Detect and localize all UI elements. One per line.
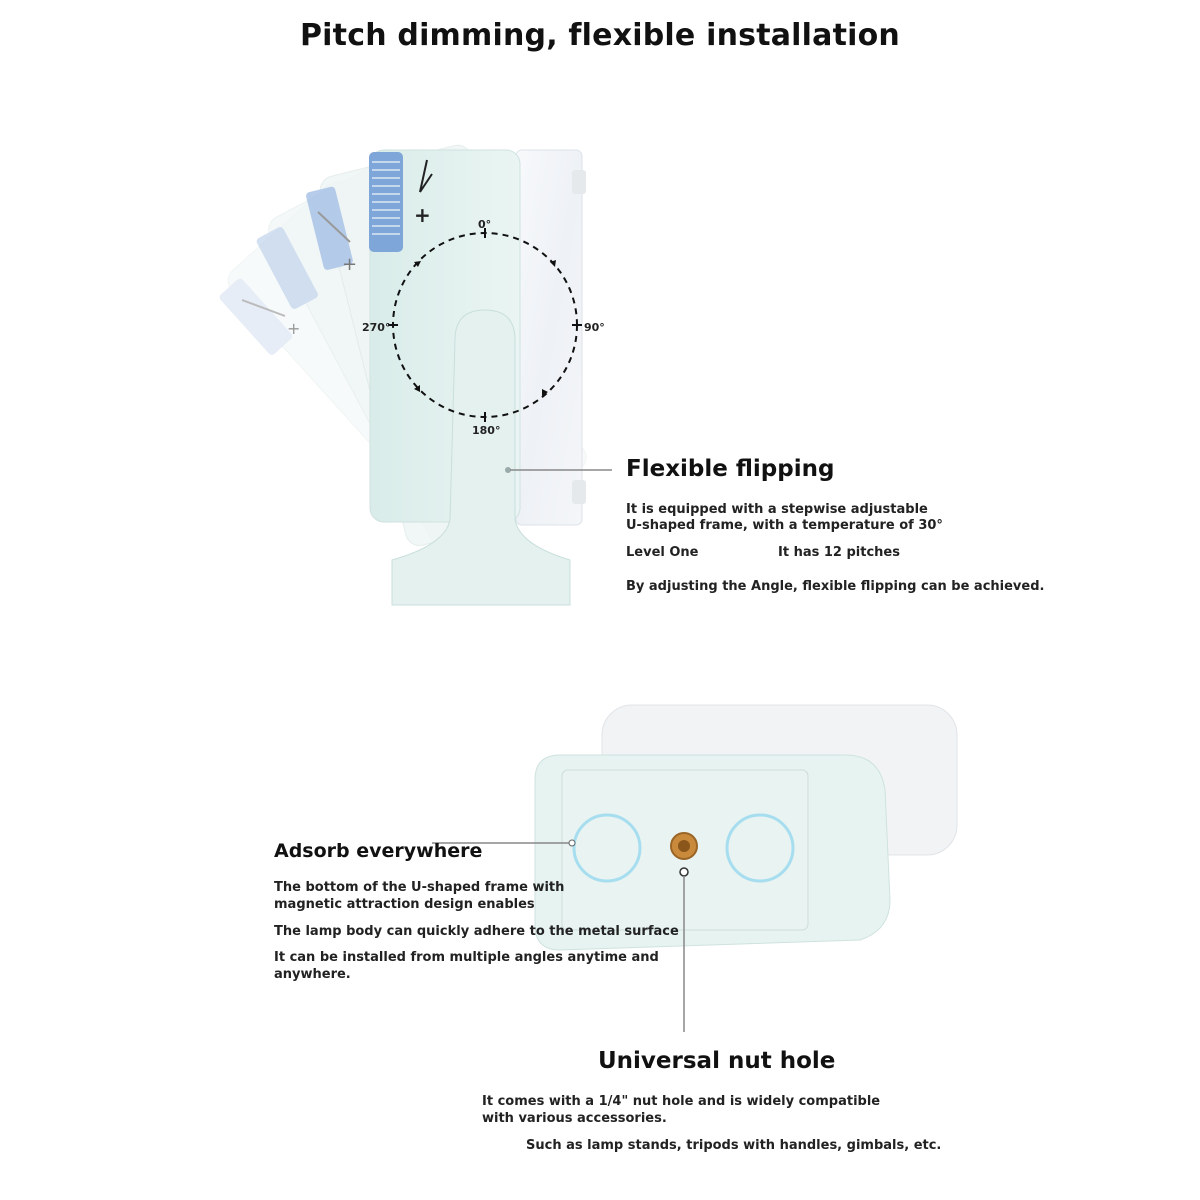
dial-plus-sign: + <box>414 203 431 227</box>
adsorb-callout-dot <box>569 840 575 846</box>
nut-text-2: with various accessories. <box>482 1111 667 1126</box>
nut-heading: Universal nut hole <box>598 1048 836 1074</box>
panel-clip-top <box>572 170 586 194</box>
adsorb-text-5: anywhere. <box>274 967 351 982</box>
nut-hole-inner <box>678 840 690 852</box>
nut-callout-dot <box>680 868 688 876</box>
angle-180: 180° <box>472 424 501 437</box>
adsorb-text-3: The lamp body can quickly adhere to the metal surface <box>274 924 679 939</box>
flexible-text-1: It is equipped with a stepwise adjustable <box>626 502 928 517</box>
adsorb-heading: Adsorb everywhere <box>274 840 483 862</box>
angle-0: 0° <box>478 218 492 231</box>
nut-text-3: Such as lamp stands, tripods with handles, gimbals, etc. <box>526 1138 942 1153</box>
light-panel <box>516 150 582 525</box>
angle-90: 90° <box>584 321 605 334</box>
panel-clip-bottom <box>572 480 586 504</box>
angle-270: 270° <box>362 321 391 334</box>
dimmer-dial <box>369 152 403 252</box>
adsorb-text-1: The bottom of the U-shaped frame with <box>274 880 565 895</box>
ghost-plus-1: + <box>342 254 358 275</box>
flexible-level-label: Level One <box>626 545 699 560</box>
flexible-text-3: By adjusting the Angle, flexible flipping can be achieved. <box>626 579 1045 594</box>
ghost-plus-2: + <box>287 319 301 338</box>
flexible-text-2: U-shaped frame, with a temperature of 30° <box>626 518 943 533</box>
flexible-heading: Flexible flipping <box>626 456 835 482</box>
flexible-level-value: It has 12 pitches <box>778 545 900 560</box>
nut-text-1: It comes with a 1/4" nut hole and is widely compatible <box>482 1094 881 1109</box>
page-title: Pitch dimming, flexible installation <box>300 18 900 53</box>
adsorb-text-4: It can be installed from multiple angles anytime and <box>274 950 659 965</box>
adsorb-text-2: magnetic attraction design enables <box>274 897 535 912</box>
